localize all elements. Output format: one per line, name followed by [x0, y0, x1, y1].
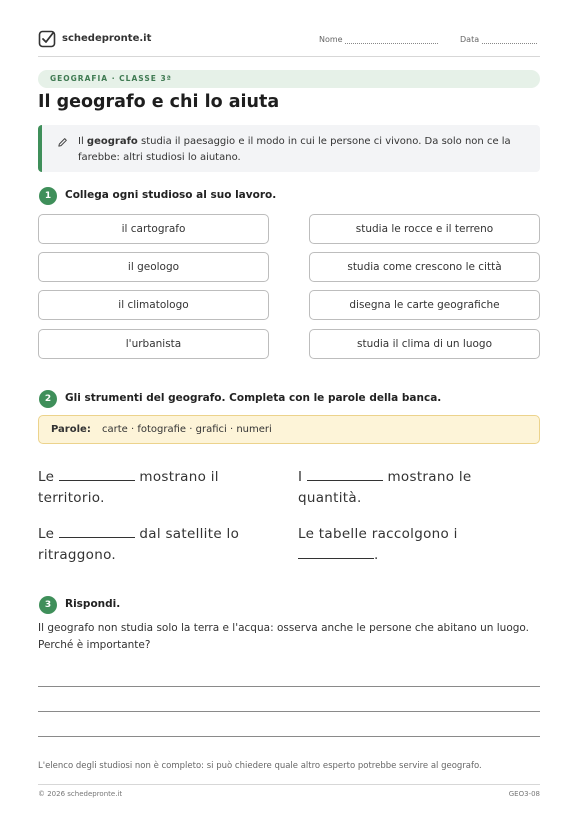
answer-line-3[interactable]: [38, 736, 540, 737]
question-3-text: Il geografo non studia solo la terra e l'acqua: osserva anche le persone che abitano un luogo. Perché è importante?: [38, 622, 529, 651]
fill-blank-1[interactable]: [59, 467, 135, 481]
checkbox-logo-icon: [38, 30, 56, 48]
date-field[interactable]: [460, 35, 537, 44]
word-bank: [38, 415, 540, 444]
match-left-1[interactable]: il cartografo: [38, 214, 269, 244]
pencil-icon: [57, 137, 68, 148]
question-1-prompt: Collega ogni studioso al suo lavoro.: [65, 189, 277, 201]
answer-line-1[interactable]: [38, 686, 540, 687]
word-bank-label: Parole:: [51, 424, 91, 435]
fill-sentence-2: I mostrano le quantità.: [298, 469, 472, 506]
question-number-3: 3: [39, 596, 57, 614]
match-left-3[interactable]: il climatologo: [38, 290, 269, 320]
question-number-2: 2: [39, 390, 57, 408]
match-right-3[interactable]: disegna le carte geografiche: [309, 290, 540, 320]
intro-bold-word: geografo: [86, 136, 138, 147]
intro-text: Il geografo studia il paesaggio e il modo in cui le persone ci vivono. Da solo non ce la farebbe: altri studiosi lo aiutano.: [78, 136, 511, 163]
name-label: Nome: [319, 35, 343, 44]
fill-sentence-4: Le tabelle raccolgono i .: [298, 526, 458, 563]
footnote: L'elenco degli studiosi non è completo: si può chiedere quale altro esperto potrebbe servire al geografo.: [38, 761, 482, 771]
fill-blank-3[interactable]: [59, 524, 135, 538]
date-label: Data: [460, 35, 480, 44]
footer-code: GEO3-08: [508, 790, 540, 798]
page-title: Il geografo e chi lo aiuta: [38, 92, 280, 112]
name-field[interactable]: [319, 35, 438, 44]
match-right-1[interactable]: studia le rocce e il terreno: [309, 214, 540, 244]
date-blank[interactable]: [482, 36, 537, 44]
question-3-prompt: Rispondi.: [65, 598, 121, 610]
fill-blank-2[interactable]: [307, 467, 383, 481]
match-right-2[interactable]: studia come crescono le città: [309, 252, 540, 282]
intro-callout: [38, 125, 540, 172]
word-bank-words: carte · fotografie · grafici · numeri: [102, 424, 272, 435]
match-right-4[interactable]: studia il clima di un luogo: [309, 329, 540, 359]
fill-sentence-1: Le mostrano il territorio.: [38, 469, 219, 506]
header-divider: [38, 56, 540, 57]
match-left-4[interactable]: l'urbanista: [38, 329, 269, 359]
question-2-prompt: Gli strumenti del geografo. Completa con le parole della banca.: [65, 392, 442, 404]
footer-copyright: © 2026 schedepronte.it: [38, 790, 123, 798]
brand-name: schedepronte.it: [62, 33, 152, 44]
subject-tag: GEOGRAFIA · CLASSE 3ª: [38, 70, 540, 88]
question-number-1: 1: [39, 187, 57, 205]
footer-divider: [38, 784, 540, 785]
match-left-2[interactable]: il geologo: [38, 252, 269, 282]
answer-line-2[interactable]: [38, 711, 540, 712]
fill-blank-4[interactable]: [298, 545, 374, 559]
name-blank[interactable]: [345, 36, 438, 44]
fill-sentence-3: Le dal satellite lo ritraggono.: [38, 526, 240, 563]
page-header: [38, 30, 540, 54]
